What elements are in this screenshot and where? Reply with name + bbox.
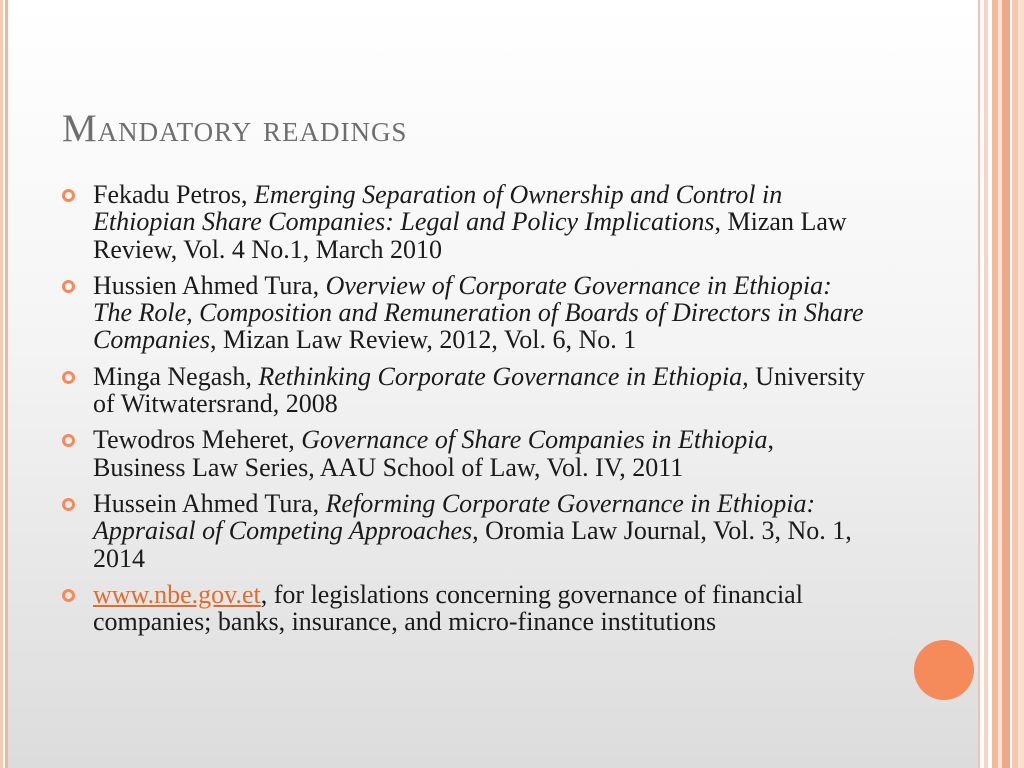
left-border-decoration (0, 0, 8, 768)
bullet-icon (62, 498, 75, 511)
reading-title: Overview of Corporate Governance in Ethiopia: The Role, Composition and Remuneration of Boards of Directors in Share Companies (93, 270, 864, 355)
reading-title: Rethinking Corporate Governance in Ethiopia, (258, 361, 749, 391)
bullet-icon (62, 189, 75, 202)
reading-author: Minga Negash, (93, 361, 259, 391)
reading-item (62, 581, 872, 636)
reading-item (62, 181, 872, 263)
right-stripes-decoration (976, 0, 1024, 768)
reading-source: University of Witwatersrand, 2008 (93, 361, 865, 419)
reading-title: Reforming Corporate Governance in Ethiopia: Appraisal of Competing Approaches (93, 488, 816, 546)
reading-author: Tewodros Meheret, (93, 425, 302, 455)
nbe-website-link[interactable]: www.nbe.gov.et (93, 579, 261, 609)
reading-item (62, 490, 872, 572)
bullet-icon (62, 434, 75, 447)
reading-source: , for legislations concerning governance of financial companies; banks, insurance, and micro-finance institutions (93, 579, 803, 637)
bullet-icon (62, 280, 75, 293)
reading-title: Governance of Share Companies in Ethiopia (301, 425, 768, 455)
slide-title: Mandatory readings (62, 107, 408, 150)
reading-source: , Oromia Law Journal, Vol. 3, No. 1, 2014 (93, 516, 852, 573)
reading-author: Fekadu Petros, (93, 180, 255, 209)
bullet-icon (62, 589, 75, 602)
reading-item (62, 363, 872, 418)
reading-item (62, 272, 872, 354)
reading-item (62, 426, 872, 481)
bullet-icon (62, 371, 75, 384)
reading-title: Emerging Separation of Ownership and Control in Ethiopian Share Companies: Legal and Policy Implications (93, 180, 783, 237)
reading-author: Hussein Ahmed Tura, (93, 488, 326, 518)
readings-list (62, 181, 872, 644)
orange-circle-decoration (914, 640, 974, 700)
reading-source: , Mizan Law Review, Vol. 4 No.1, March 2010 (93, 207, 847, 264)
reading-source: , Mizan Law Review, 2012, Vol. 6, No. 1 (210, 325, 637, 355)
reading-author: Hussien Ahmed Tura, (93, 270, 326, 300)
reading-source: , Business Law Series, AAU School of Law, Vol. IV, 2011 (93, 425, 775, 482)
